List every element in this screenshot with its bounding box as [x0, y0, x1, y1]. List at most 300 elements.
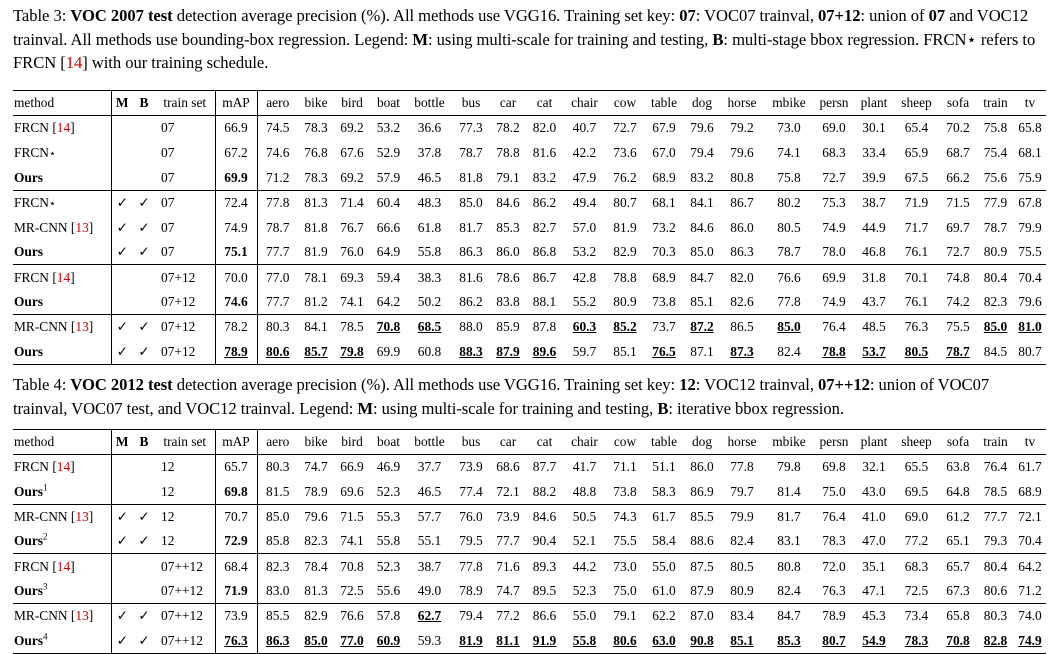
- ap-value: 65.4: [904, 120, 929, 136]
- ap-cell: [370, 166, 407, 191]
- ap-value: 85.7: [304, 343, 328, 359]
- ap-cell: [257, 504, 298, 529]
- table-row: [13, 315, 1046, 340]
- ap-value: 80.8: [777, 558, 801, 574]
- ap-value: 86.0: [730, 220, 754, 236]
- ap-value: 55.1: [417, 533, 442, 549]
- ap-cell: [814, 480, 854, 505]
- train-set-cell: 07: [155, 190, 215, 216]
- train-set-cell: 07: [155, 166, 215, 191]
- ap-cell: [490, 265, 526, 290]
- ap-value: 71.9: [904, 195, 929, 211]
- ap-cell: [370, 240, 407, 265]
- ap-value: 55.0: [572, 608, 597, 624]
- ap-cell: [452, 579, 490, 604]
- ap-cell: [977, 604, 1014, 629]
- ap-value: 83.4: [730, 608, 754, 624]
- ap-cell: [977, 504, 1014, 529]
- ap-cell: [977, 579, 1014, 604]
- ap-cell: [526, 504, 563, 529]
- ap-value: 84.7: [690, 269, 714, 285]
- method-name: MR-CNN: [14, 509, 68, 525]
- ap-cell: [257, 290, 298, 315]
- ap-value: 46.9: [376, 459, 401, 475]
- ap-value: 75.5: [613, 533, 637, 549]
- ap-cell: [452, 554, 490, 579]
- ap-value: 83.1: [777, 533, 801, 549]
- ap-value: 70.1: [904, 269, 929, 285]
- ap-cell: [563, 265, 606, 290]
- train-set-cell: 12: [155, 480, 215, 505]
- column-header: car: [490, 430, 526, 455]
- ap-value: 82.3: [304, 533, 328, 549]
- ap-value: 39.9: [862, 169, 886, 185]
- map-value: 65.7: [224, 459, 248, 475]
- ap-value: 57.0: [572, 220, 597, 236]
- ap-cell: [684, 480, 720, 505]
- ap-value: 55.8: [376, 533, 401, 549]
- ap-cell: [684, 604, 720, 629]
- ap-value: 87.2: [690, 319, 714, 335]
- map-cell: [215, 315, 257, 340]
- bbox-check: [133, 141, 155, 166]
- column-header: bird: [334, 430, 370, 455]
- ap-cell: [644, 240, 684, 265]
- ap-cell: [720, 141, 764, 166]
- method-cell: MR-CNN [13]: [13, 315, 111, 340]
- column-header: bird: [334, 91, 370, 116]
- ap-cell: [490, 480, 526, 505]
- ap-value: 77.8: [777, 293, 801, 309]
- ap-value: 81.9: [613, 220, 637, 236]
- ap-cell: [814, 240, 854, 265]
- ap-value: 78.9: [822, 608, 846, 624]
- bbox-check: [133, 455, 155, 480]
- train-set-cell: 12: [155, 529, 215, 554]
- ap-value: 82.3: [983, 293, 1008, 309]
- ap-value: 58.3: [652, 483, 676, 499]
- ap-cell: [764, 455, 814, 480]
- column-header: sheep: [894, 430, 939, 455]
- ap-cell: [370, 216, 407, 240]
- ap-value: 89.5: [532, 582, 557, 598]
- citation-link[interactable]: 14: [56, 459, 71, 475]
- ap-value: 76.6: [340, 608, 364, 624]
- ap-cell: [334, 216, 370, 240]
- ap-value: 81.9: [304, 244, 328, 260]
- ap-value: 78.4: [304, 558, 328, 574]
- ap-cell: [894, 290, 939, 315]
- ap-value: 70.4: [1018, 269, 1042, 285]
- ap-cell: [452, 141, 490, 166]
- method-name: FRCN: [14, 459, 49, 475]
- ap-value: 74.7: [496, 582, 520, 598]
- ap-cell: [814, 455, 854, 480]
- table-row: [13, 339, 1046, 364]
- ap-value: 87.9: [690, 582, 714, 598]
- ap-cell: [939, 290, 977, 315]
- ap-value: 71.4: [340, 195, 364, 211]
- map-cell: [215, 290, 257, 315]
- method-name: MR-CNN: [14, 608, 68, 624]
- ap-cell: [407, 504, 452, 529]
- ap-cell: [606, 116, 644, 141]
- citation-link[interactable]: 14: [56, 269, 71, 285]
- footnote-marker: 1: [43, 482, 48, 493]
- ap-value: 75.6: [983, 169, 1008, 185]
- ap-cell: [814, 216, 854, 240]
- ap-value: 83.2: [690, 169, 714, 185]
- ap-cell: [814, 529, 854, 554]
- ap-value: 69.6: [340, 483, 364, 499]
- ap-value: 88.1: [532, 293, 557, 309]
- ap-cell: [490, 141, 526, 166]
- ap-value: 69.0: [822, 120, 846, 136]
- ap-value: 81.8: [459, 169, 483, 185]
- ap-cell: [814, 116, 854, 141]
- ap-cell: [854, 504, 894, 529]
- ap-cell: [814, 604, 854, 629]
- method-name: Ours: [14, 582, 44, 598]
- multiscale-check: [111, 290, 133, 315]
- ap-value: 79.6: [690, 120, 714, 136]
- table-row: [13, 529, 1046, 554]
- ap-value: 75.9: [1018, 169, 1042, 185]
- ap-cell: [644, 480, 684, 505]
- ap-cell: [1014, 529, 1046, 554]
- ap-value: 53.7: [862, 343, 886, 359]
- column-header: car: [490, 91, 526, 116]
- ap-value: 81.1: [496, 632, 520, 648]
- column-header: bike: [298, 430, 334, 455]
- ap-cell: [257, 216, 298, 240]
- ap-value: 75.0: [613, 582, 637, 598]
- ap-cell: [407, 455, 452, 480]
- ap-value: 73.7: [652, 319, 676, 335]
- ap-cell: [854, 529, 894, 554]
- ap-value: 68.3: [822, 145, 846, 161]
- train-set-cell: 07++12: [155, 604, 215, 629]
- citation-link[interactable]: 14: [56, 120, 71, 136]
- ap-cell: [977, 480, 1014, 505]
- ap-value: 78.7: [459, 145, 483, 161]
- ap-value: 72.5: [340, 582, 364, 598]
- column-header: mAP: [215, 430, 257, 455]
- ap-cell: [563, 240, 606, 265]
- ap-value: 67.8: [1018, 195, 1042, 211]
- ap-value: 79.1: [496, 169, 520, 185]
- ap-value: 70.8: [946, 632, 970, 648]
- ap-cell: [894, 554, 939, 579]
- ap-value: 59.3: [417, 632, 442, 648]
- ap-value: 78.0: [822, 244, 846, 260]
- ap-value: 73.9: [459, 459, 483, 475]
- ap-cell: [407, 216, 452, 240]
- ap-cell: [298, 240, 334, 265]
- method-cell: [13, 579, 111, 604]
- ap-value: 42.2: [572, 145, 597, 161]
- ap-cell: [490, 455, 526, 480]
- citation-link[interactable]: 14: [65, 53, 83, 72]
- ap-value: 78.9: [459, 582, 483, 598]
- bbox-check: ✓: [138, 244, 150, 260]
- multiscale-check: ✓: [111, 339, 133, 364]
- column-header: persn: [814, 91, 854, 116]
- map-value: 68.4: [224, 558, 248, 574]
- multiscale-check: ✓: [111, 190, 133, 216]
- ap-value: 80.5: [777, 220, 801, 236]
- ap-cell: [298, 529, 334, 554]
- ap-cell: [939, 141, 977, 166]
- ap-value: 36.6: [417, 120, 442, 136]
- ap-cell: [257, 166, 298, 191]
- ap-value: 80.5: [904, 343, 929, 359]
- ap-value: 67.0: [652, 145, 676, 161]
- ap-cell: [334, 240, 370, 265]
- ap-value: 65.5: [904, 459, 929, 475]
- ap-value: 87.1: [690, 343, 714, 359]
- table3-caption: Table 3: VOC 2007 test detection average precision (%). All methods use VGG16. Training set key: 07: VOC07 trainval, 07+12: union of 07 and VOC12 trainval. All methods use bounding-box regression. Legend: M: using multi-scale for training and testing, B: multi-stage bbox regression. FRCN⋆ refers to FRCN [14] with our training schedule.: [13, 6, 1036, 72]
- method-name: Ours: [14, 632, 44, 648]
- ap-cell: [684, 315, 720, 340]
- ap-value: 88.2: [532, 483, 557, 499]
- column-header: table: [644, 91, 684, 116]
- ap-cell: [764, 116, 814, 141]
- ap-value: 48.5: [862, 319, 886, 335]
- ap-value: 79.6: [730, 145, 754, 161]
- ap-value: 86.9: [690, 483, 714, 499]
- ap-value: 86.3: [730, 244, 754, 260]
- ap-cell: [370, 628, 407, 653]
- ap-value: 68.5: [417, 319, 442, 335]
- ap-value: 71.5: [946, 195, 970, 211]
- ap-value: 64.9: [376, 244, 401, 260]
- table-row: [13, 265, 1046, 290]
- ap-cell: [854, 216, 894, 240]
- column-header: table: [644, 430, 684, 455]
- method-cell: [13, 190, 111, 216]
- ap-value: 68.6: [496, 459, 520, 475]
- ap-value: 89.3: [532, 558, 557, 574]
- method-name: Ours: [14, 293, 44, 309]
- map-value: 67.2: [224, 145, 248, 161]
- table-row: [13, 579, 1046, 604]
- ap-value: 85.0: [266, 509, 290, 525]
- ap-value: 75.0: [822, 483, 846, 499]
- ap-value: 85.9: [496, 319, 520, 335]
- method-name: Ours: [14, 483, 44, 499]
- ap-value: 74.9: [822, 293, 846, 309]
- ap-cell: [854, 240, 894, 265]
- ap-cell: [894, 339, 939, 364]
- ap-value: 37.8: [417, 145, 442, 161]
- ap-cell: [939, 455, 977, 480]
- table-row: [13, 116, 1046, 141]
- ap-value: 78.9: [304, 483, 328, 499]
- ap-value: 67.5: [904, 169, 929, 185]
- ap-value: 78.3: [904, 632, 929, 648]
- method-cell: [13, 339, 111, 364]
- ap-cell: [298, 339, 334, 364]
- ap-value: 83.0: [266, 582, 290, 598]
- table-row: [13, 141, 1046, 166]
- ap-cell: [452, 480, 490, 505]
- multiscale-check: ✓: [111, 604, 133, 629]
- ap-cell: [407, 315, 452, 340]
- citation-link[interactable]: 14: [56, 558, 71, 574]
- ap-value: 76.0: [459, 509, 483, 525]
- ap-value: 80.9: [613, 293, 637, 309]
- ap-cell: [720, 339, 764, 364]
- ap-value: 76.4: [822, 319, 846, 335]
- ap-cell: [764, 265, 814, 290]
- multiscale-check: [111, 579, 133, 604]
- ap-value: 79.3: [983, 533, 1008, 549]
- column-header: boat: [370, 430, 407, 455]
- ap-value: 73.8: [613, 483, 637, 499]
- ap-cell: [334, 480, 370, 505]
- ap-value: 64.2: [1018, 558, 1042, 574]
- ap-cell: [407, 190, 452, 216]
- ap-value: 71.1: [613, 459, 637, 475]
- citation-link[interactable]: 13: [75, 319, 89, 335]
- column-header: method: [13, 430, 111, 455]
- ap-cell: [939, 216, 977, 240]
- ap-cell: [407, 240, 452, 265]
- ap-cell: [526, 579, 563, 604]
- ap-value: 83.8: [496, 293, 520, 309]
- ap-value: 52.1: [572, 533, 597, 549]
- ap-cell: [764, 166, 814, 191]
- ap-value: 77.7: [266, 293, 290, 309]
- ap-value: 44.2: [572, 558, 597, 574]
- ap-cell: [334, 166, 370, 191]
- ap-value: 74.7: [304, 459, 328, 475]
- ap-cell: [814, 628, 854, 653]
- ap-cell: [814, 504, 854, 529]
- method-cell: MR-CNN [13]: [13, 504, 111, 529]
- ap-cell: [490, 579, 526, 604]
- ap-cell: [452, 529, 490, 554]
- table3-results: [13, 90, 1046, 365]
- ap-value: 74.8: [946, 269, 970, 285]
- ap-value: 46.5: [417, 483, 442, 499]
- method-name: Ours: [14, 343, 44, 359]
- ap-value: 76.4: [822, 509, 846, 525]
- method-cell: MR-CNN [13]: [13, 216, 111, 240]
- ap-value: 43.0: [862, 483, 886, 499]
- ap-cell: [298, 604, 334, 629]
- ap-value: 69.2: [340, 120, 364, 136]
- method-name: Ours: [14, 169, 44, 185]
- ap-cell: [1014, 190, 1046, 216]
- column-header: method: [13, 91, 111, 116]
- ap-value: 82.8: [983, 632, 1008, 648]
- ap-cell: [939, 554, 977, 579]
- ap-value: 85.0: [690, 244, 714, 260]
- ap-value: 77.9: [983, 195, 1008, 211]
- ap-value: 37.7: [417, 459, 442, 475]
- ap-cell: [684, 290, 720, 315]
- method-name: Ours: [14, 533, 44, 549]
- ap-value: 50.2: [417, 293, 442, 309]
- ap-value: 55.3: [376, 509, 401, 525]
- ap-cell: [370, 579, 407, 604]
- ap-value: 61.7: [652, 509, 676, 525]
- ap-value: 50.5: [572, 509, 597, 525]
- column-header: bus: [452, 91, 490, 116]
- ap-cell: [764, 554, 814, 579]
- ap-cell: [939, 529, 977, 554]
- ap-cell: [684, 216, 720, 240]
- ap-cell: [452, 628, 490, 653]
- ap-value: 74.1: [340, 293, 364, 309]
- ap-value: 41.0: [862, 509, 886, 525]
- ap-cell: [720, 554, 764, 579]
- citation-link[interactable]: 13: [75, 608, 89, 624]
- map-cell: [215, 240, 257, 265]
- footnote-marker: 4: [43, 631, 48, 642]
- citation-link[interactable]: 13: [75, 220, 89, 236]
- ap-value: 78.5: [983, 483, 1008, 499]
- ap-value: 80.5: [730, 558, 754, 574]
- ap-value: 52.9: [376, 145, 401, 161]
- train-set-cell: 07++12: [155, 628, 215, 653]
- ap-value: 71.2: [266, 169, 290, 185]
- ap-cell: [764, 240, 814, 265]
- train-set-cell: 07: [155, 216, 215, 240]
- ap-value: 80.7: [613, 195, 637, 211]
- ap-cell: [370, 529, 407, 554]
- ap-cell: [720, 604, 764, 629]
- ap-value: 55.0: [652, 558, 676, 574]
- column-header: mAP: [215, 91, 257, 116]
- ap-cell: [526, 554, 563, 579]
- ap-cell: [257, 554, 298, 579]
- ap-cell: [407, 265, 452, 290]
- ap-cell: [1014, 579, 1046, 604]
- table-row: [13, 554, 1046, 579]
- ap-cell: [720, 216, 764, 240]
- ap-value: 46.5: [417, 169, 442, 185]
- column-header: cat: [526, 430, 563, 455]
- ap-value: 70.3: [652, 244, 676, 260]
- ap-cell: [257, 190, 298, 216]
- ap-value: 81.3: [304, 195, 328, 211]
- ap-value: 81.5: [266, 483, 290, 499]
- ap-cell: [257, 529, 298, 554]
- table4-caption: Table 4: VOC 2012 test detection average precision (%). All methods use VGG16. Training set key: 12: VOC12 trainval, 07++12: union of VOC07 trainval, VOC07 test, and VOC12 trainval. Legend: M: using multi-scale for training and testing, B: iterative bbox regression.: [13, 375, 990, 418]
- ap-cell: [606, 455, 644, 480]
- ap-value: 72.0: [822, 558, 846, 574]
- ap-value: 74.1: [777, 145, 801, 161]
- multiscale-check: ✓: [111, 628, 133, 653]
- multiscale-check: [111, 265, 133, 290]
- ap-value: 80.2: [777, 195, 801, 211]
- ap-value: 84.5: [983, 343, 1008, 359]
- ap-value: 82.4: [777, 582, 801, 598]
- citation-link[interactable]: 13: [75, 509, 89, 525]
- ap-cell: [606, 554, 644, 579]
- ap-value: 67.6: [340, 145, 364, 161]
- map-cell: [215, 116, 257, 141]
- ap-cell: [563, 604, 606, 629]
- ap-value: 65.1: [946, 533, 970, 549]
- ap-value: 74.3: [613, 509, 637, 525]
- ap-cell: [334, 504, 370, 529]
- ap-cell: [606, 628, 644, 653]
- ap-value: 76.3: [904, 319, 929, 335]
